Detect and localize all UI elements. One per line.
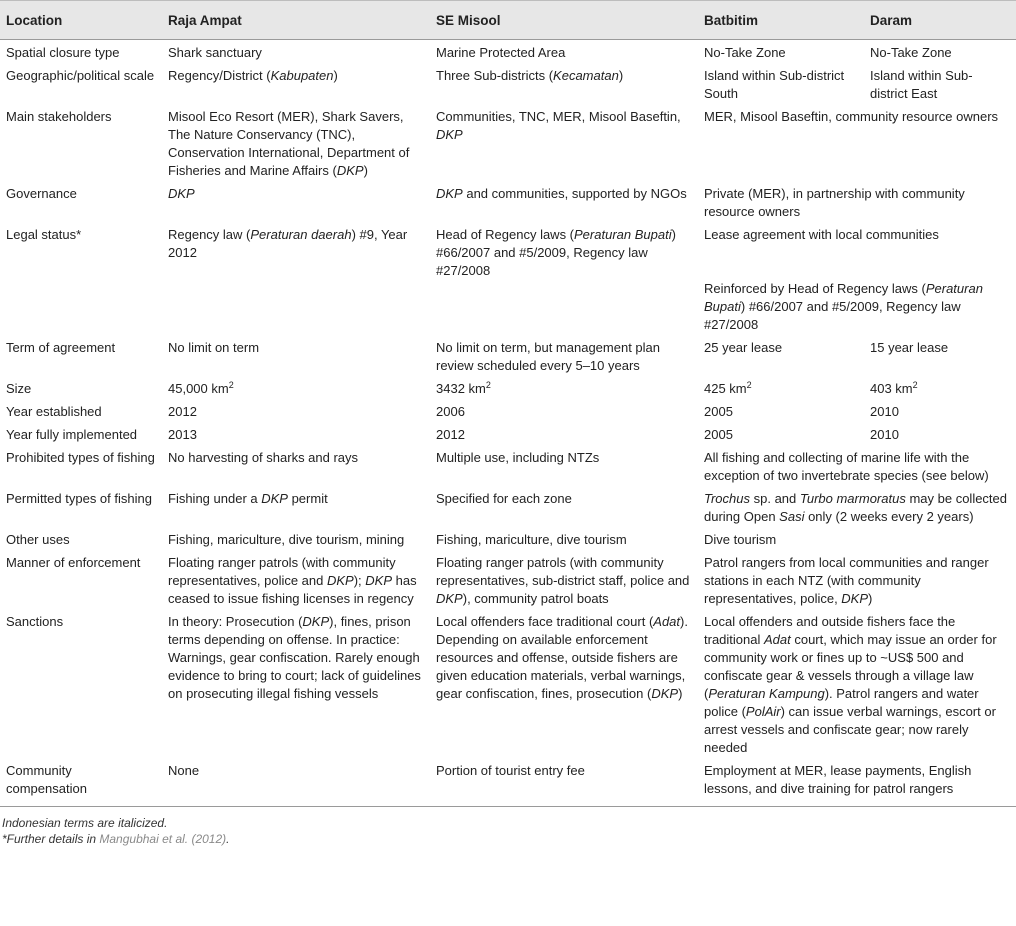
text: may be collected during Open — [704, 491, 1008, 524]
table-row — [0, 377, 1016, 400]
table-row — [0, 528, 1016, 551]
cell-raja-ampat — [162, 223, 430, 336]
cell-batbitim: 2005 — [704, 404, 733, 419]
text: sp. and — [750, 491, 800, 506]
table-row — [0, 64, 1016, 105]
row-label: Other uses — [6, 532, 70, 547]
indonesian-term: DKP — [365, 573, 393, 588]
cell-se-misool: Multiple use, including NTZs — [436, 450, 600, 465]
cell-se-misool — [430, 223, 698, 336]
indonesian-term: Sasi — [779, 509, 805, 524]
cell-raja-ampat — [162, 610, 430, 759]
text: Fishing under a — [168, 491, 262, 506]
text: 45,000 km — [168, 381, 229, 396]
cell-se-misool — [430, 551, 698, 610]
cell-ntz-merged: Dive tourism — [704, 532, 777, 547]
text: ) — [678, 686, 683, 701]
cell-se-misool — [430, 610, 698, 759]
row-label: Permitted types of fishing — [6, 491, 152, 506]
indonesian-term: DKP — [436, 591, 463, 606]
indonesian-term: DKP — [168, 186, 195, 201]
table-row — [0, 759, 1016, 807]
row-label: Year established — [6, 404, 102, 419]
table-row — [0, 446, 1016, 487]
text: 425 km — [704, 381, 747, 396]
text: ), community patrol boats — [462, 591, 609, 606]
header-location: Location — [0, 1, 162, 40]
row-label: Governance — [6, 186, 77, 201]
text: Local offenders face traditional court ( — [436, 614, 654, 629]
cell-raja-ampat: No harvesting of sharks and rays — [168, 450, 359, 465]
header-row — [0, 1, 1016, 40]
cell-batbitim: 25 year lease — [704, 340, 783, 355]
superscript: 2 — [228, 380, 234, 390]
indonesian-term: Peraturan Kampung — [708, 686, 825, 701]
table-row — [0, 487, 1016, 528]
cell-daram: Island within Sub-district East — [870, 68, 973, 101]
table-row — [0, 182, 1016, 223]
cell-daram: 15 year lease — [870, 340, 949, 355]
text: permit — [287, 491, 328, 506]
cell-daram: 2010 — [870, 427, 899, 442]
cell-raja-ampat — [162, 487, 430, 528]
cell-raja-ampat: Shark sanctuary — [168, 45, 262, 60]
cell-raja-ampat: No limit on term — [168, 340, 260, 355]
superscript: 2 — [912, 380, 918, 390]
table-row — [0, 610, 1016, 759]
row-label: Term of agreement — [6, 340, 116, 355]
cell-batbitim: 2005 — [704, 427, 733, 442]
indonesian-term: DKP — [436, 127, 463, 142]
cell-raja-ampat: 2012 — [168, 404, 197, 419]
indonesian-term: Kecamatan — [553, 68, 619, 83]
cell-ntz-merged: All fishing and collecting of marine life with the exception of two invertebrate species (see below) — [704, 450, 989, 483]
cell-daram: No-Take Zone — [870, 45, 952, 60]
cell-ntz-merged — [698, 551, 1016, 610]
text: ) #9, Year 2012 — [168, 227, 408, 260]
reinforcement-line — [704, 280, 1010, 334]
indonesian-term: DKP — [302, 614, 330, 629]
text: Three Sub-districts ( — [436, 68, 554, 83]
cell-ntz-merged — [698, 610, 1016, 759]
indonesian-term: Adat — [653, 614, 681, 629]
table-row — [0, 105, 1016, 182]
row-label: Prohibited types of fishing — [6, 450, 155, 465]
text: ). Depending on available enforcement resources and offense, outside fishers are given education materials, verbal warnings, gear confiscation, fines, prosecution ( — [436, 614, 688, 701]
cell-se-misool: Marine Protected Area — [436, 45, 566, 60]
header-raja-ampat: Raja Ampat — [162, 1, 430, 40]
cell-daram — [864, 377, 1016, 400]
header-batbitim: Batbitim — [698, 1, 864, 40]
footnote-italic-terms: Indonesian terms are italicized. — [2, 816, 168, 830]
superscript: 2 — [485, 380, 491, 390]
cell-se-misool: 2006 — [436, 404, 465, 419]
cell-raja-ampat: None — [162, 759, 430, 807]
cell-batbitim: No-Take Zone — [704, 45, 786, 60]
header-se-misool: SE Misool — [430, 1, 698, 40]
cell-raja-ampat — [162, 105, 430, 182]
text: . — [226, 832, 230, 846]
table-row — [0, 40, 1016, 65]
indonesian-term: Adat — [763, 632, 791, 647]
text: Reinforced by Head of Regency laws ( — [704, 281, 926, 296]
row-label: Sanctions — [6, 614, 64, 629]
header-daram: Daram — [864, 1, 1016, 40]
text: ) #66/2007 and #5/2009, Regency law #27/2008 — [436, 227, 676, 278]
indonesian-term: Peraturan Bupati — [574, 227, 672, 242]
cell-raja-ampat — [162, 182, 430, 223]
cell-se-misool: Specified for each zone — [436, 491, 572, 506]
cell-se-misool: No limit on term, but management plan review scheduled every 5–10 years — [436, 340, 660, 373]
cell-raja-ampat — [162, 64, 430, 105]
cell-se-misool — [430, 64, 698, 105]
text: ) — [618, 68, 624, 83]
text: ) #66/2007 and #5/2009, Regency law #27/2008 — [704, 299, 961, 332]
reference-link[interactable]: Mangubhai et al. (2012) — [99, 832, 227, 846]
text: Patrol rangers from local communities and ranger stations in each NTZ (with community representatives, police, — [704, 555, 989, 606]
text: Head of Regency laws ( — [436, 227, 575, 242]
cell-se-misool — [430, 377, 698, 400]
table-row — [0, 423, 1016, 446]
cell-se-misool — [430, 105, 698, 182]
indonesian-term: DKP — [436, 186, 463, 201]
cell-se-misool: 2012 — [436, 427, 465, 442]
footnote-further-details — [2, 831, 1016, 847]
text: 403 km — [870, 381, 913, 396]
cell-batbitim — [698, 377, 864, 400]
spacer — [704, 244, 1010, 262]
table-row — [0, 223, 1016, 336]
cell-raja-ampat — [162, 377, 430, 400]
superscript: 2 — [746, 380, 752, 390]
cell-daram: 2010 — [870, 404, 899, 419]
table-row — [0, 336, 1016, 377]
row-label: Community compensation — [0, 759, 162, 807]
row-label: Manner of enforcement — [6, 555, 141, 570]
species-name: Trochus — [704, 491, 750, 506]
cell-ntz-merged: MER, Misool Baseftin, community resource owners — [704, 109, 999, 124]
table-body — [0, 40, 1016, 807]
text: court, which may issue an order for community work or fines up to ~US$ 500 and confiscate gear & vessels through a village law ( — [704, 632, 997, 701]
text: Local offenders and outside fishers face the traditional — [704, 614, 956, 647]
indonesian-term: Peraturan Bupati — [704, 281, 983, 314]
text: ) can issue verbal warnings, escort or arrest vessels and confiscate gear; now rarely needed — [704, 704, 996, 755]
row-label: Spatial closure type — [6, 45, 120, 60]
indonesian-term: DKP — [261, 491, 288, 506]
text: ). Patrol rangers and water police ( — [704, 686, 979, 719]
spacer — [704, 262, 1010, 280]
indonesian-term: PolAir — [745, 704, 781, 719]
table-row — [0, 551, 1016, 610]
indonesian-term: Peraturan daerah — [250, 227, 352, 242]
text: only (2 weeks every 2 years) — [804, 509, 974, 524]
cell-ntz-merged: Employment at MER, lease payments, English lessons, and dive training for patrol rangers — [698, 759, 1016, 807]
row-label: Geographic/political scale — [6, 68, 155, 83]
indonesian-term: DKP — [841, 591, 869, 606]
lease-line: Lease agreement with local communities — [704, 227, 939, 242]
cell-se-misool: Fishing, mariculture, dive tourism — [436, 532, 627, 547]
text: ); — [353, 573, 366, 588]
cell-ntz-merged: Private (MER), in partnership with community resource owners — [704, 186, 965, 219]
cell-raja-ampat: Fishing, mariculture, dive tourism, mining — [168, 532, 405, 547]
text: 3432 km — [436, 381, 486, 396]
indonesian-term: DKP — [336, 163, 364, 178]
text: has ceased to issue fishing licenses in regency — [168, 573, 417, 606]
cell-batbitim: Island within Sub-district South — [704, 68, 845, 101]
text: Misool Eco Resort (MER), Shark Savers, The Nature Conservancy (TNC), Conservation International, Department of Fisheries and Marine Affairs ( — [168, 109, 410, 178]
text: Communities, TNC, MER, Misool Baseftin, — [436, 109, 681, 124]
text: In theory: Prosecution ( — [168, 614, 303, 629]
indonesian-term: Kabupaten — [270, 68, 334, 83]
text: and communities, supported by NGOs — [462, 186, 687, 201]
cell-ntz-merged — [698, 223, 1016, 336]
text: ) — [363, 163, 368, 178]
cell-ntz-merged — [698, 487, 1016, 528]
text: Regency/District ( — [168, 68, 271, 83]
text: ), fines, prison terms depending on offense. In practice: Warnings, gear confiscation. Rarely enough evidence to bring to court; lack of guidelines on prosecuting illegal fishing vessels — [168, 614, 421, 701]
text: Floating ranger patrols (with community representatives, police and — [168, 555, 396, 588]
row-label: Legal status* — [6, 227, 82, 242]
cell-raja-ampat — [162, 551, 430, 610]
row-label: Main stakeholders — [6, 109, 112, 124]
text: Regency law ( — [168, 227, 251, 242]
species-name: Turbo marmoratus — [799, 491, 906, 506]
cell-se-misool: Portion of tourist entry fee — [430, 759, 698, 807]
cell-raja-ampat: 2013 — [168, 427, 197, 442]
row-label: Year fully implemented — [6, 427, 138, 442]
text: ) — [333, 68, 338, 83]
indonesian-term: DKP — [651, 686, 679, 701]
table-header — [0, 1, 1016, 40]
table-footnotes — [0, 807, 1016, 847]
text: ) — [868, 591, 873, 606]
row-label: Size — [6, 381, 32, 396]
indonesian-term: DKP — [326, 573, 354, 588]
table-row — [0, 400, 1016, 423]
cell-se-misool — [430, 182, 698, 223]
text: *Further details in — [2, 832, 100, 846]
text: Floating ranger patrols (with community representatives, sub-district staff, police and — [436, 555, 690, 588]
